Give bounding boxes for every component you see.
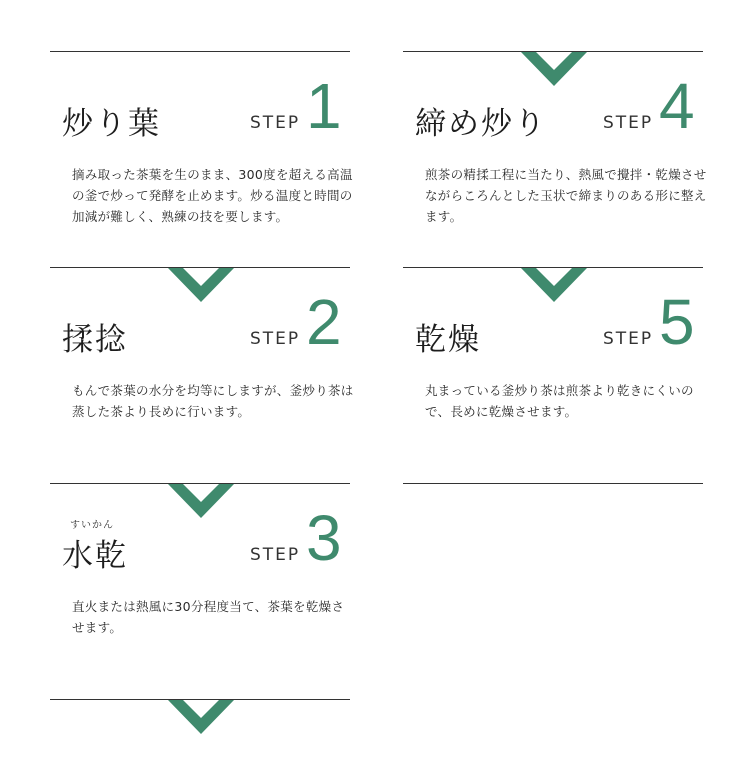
chevron-down-icon <box>168 268 234 302</box>
step-title: 揉捻 <box>62 322 128 358</box>
step-label: STEP <box>603 113 654 133</box>
chevron-down-icon <box>168 700 234 734</box>
step-title: 締め炒り <box>415 106 547 142</box>
step-description: 摘み取った茶葉を生のまま、300度を超える高温の釜で炒って発酵を止めます。炒る温度と時間の加減が難しく、熟練の技を要します。 <box>72 167 353 224</box>
step-description: もんで茶葉の水分を均等にしますが、釜炒り茶は蒸した茶より長めに行います。 <box>72 383 354 419</box>
step-number: 1 <box>306 70 342 142</box>
step-3-card <box>50 483 350 699</box>
step-title: 炒り葉 <box>62 106 161 142</box>
step-title: 水乾 <box>62 538 128 574</box>
chevron-down-icon <box>521 268 587 302</box>
step-5-card <box>403 267 703 483</box>
step-label: STEP <box>250 329 301 349</box>
ruby-reading: すいかん <box>70 520 114 531</box>
step-1-card <box>50 51 353 267</box>
divider <box>50 51 350 52</box>
step-4-card <box>403 51 707 267</box>
step-title: 乾燥 <box>415 322 481 358</box>
step-label: STEP <box>603 329 654 349</box>
step-number: 3 <box>306 502 342 574</box>
step-description: 直火または熱風に30分程度当て、茶葉を乾燥させます。 <box>72 599 345 635</box>
divider <box>403 483 703 484</box>
step-description: 煎茶の精揉工程に当たり、熱風で攪拌・乾燥させながらころんとした玉状で締まりのある形に整えます。 <box>425 167 707 224</box>
step-number: 2 <box>306 286 342 358</box>
step-description: 丸まっている釜炒り茶は煎茶より乾きにくいので、長めに乾燥させます。 <box>425 383 694 419</box>
step-number: 4 <box>659 70 695 142</box>
step-label: STEP <box>250 113 301 133</box>
chevron-down-icon <box>521 52 587 86</box>
step-number: 5 <box>659 286 695 358</box>
chevron-down-icon <box>168 484 234 518</box>
step-label: STEP <box>250 545 301 565</box>
step-2-card <box>50 267 354 483</box>
